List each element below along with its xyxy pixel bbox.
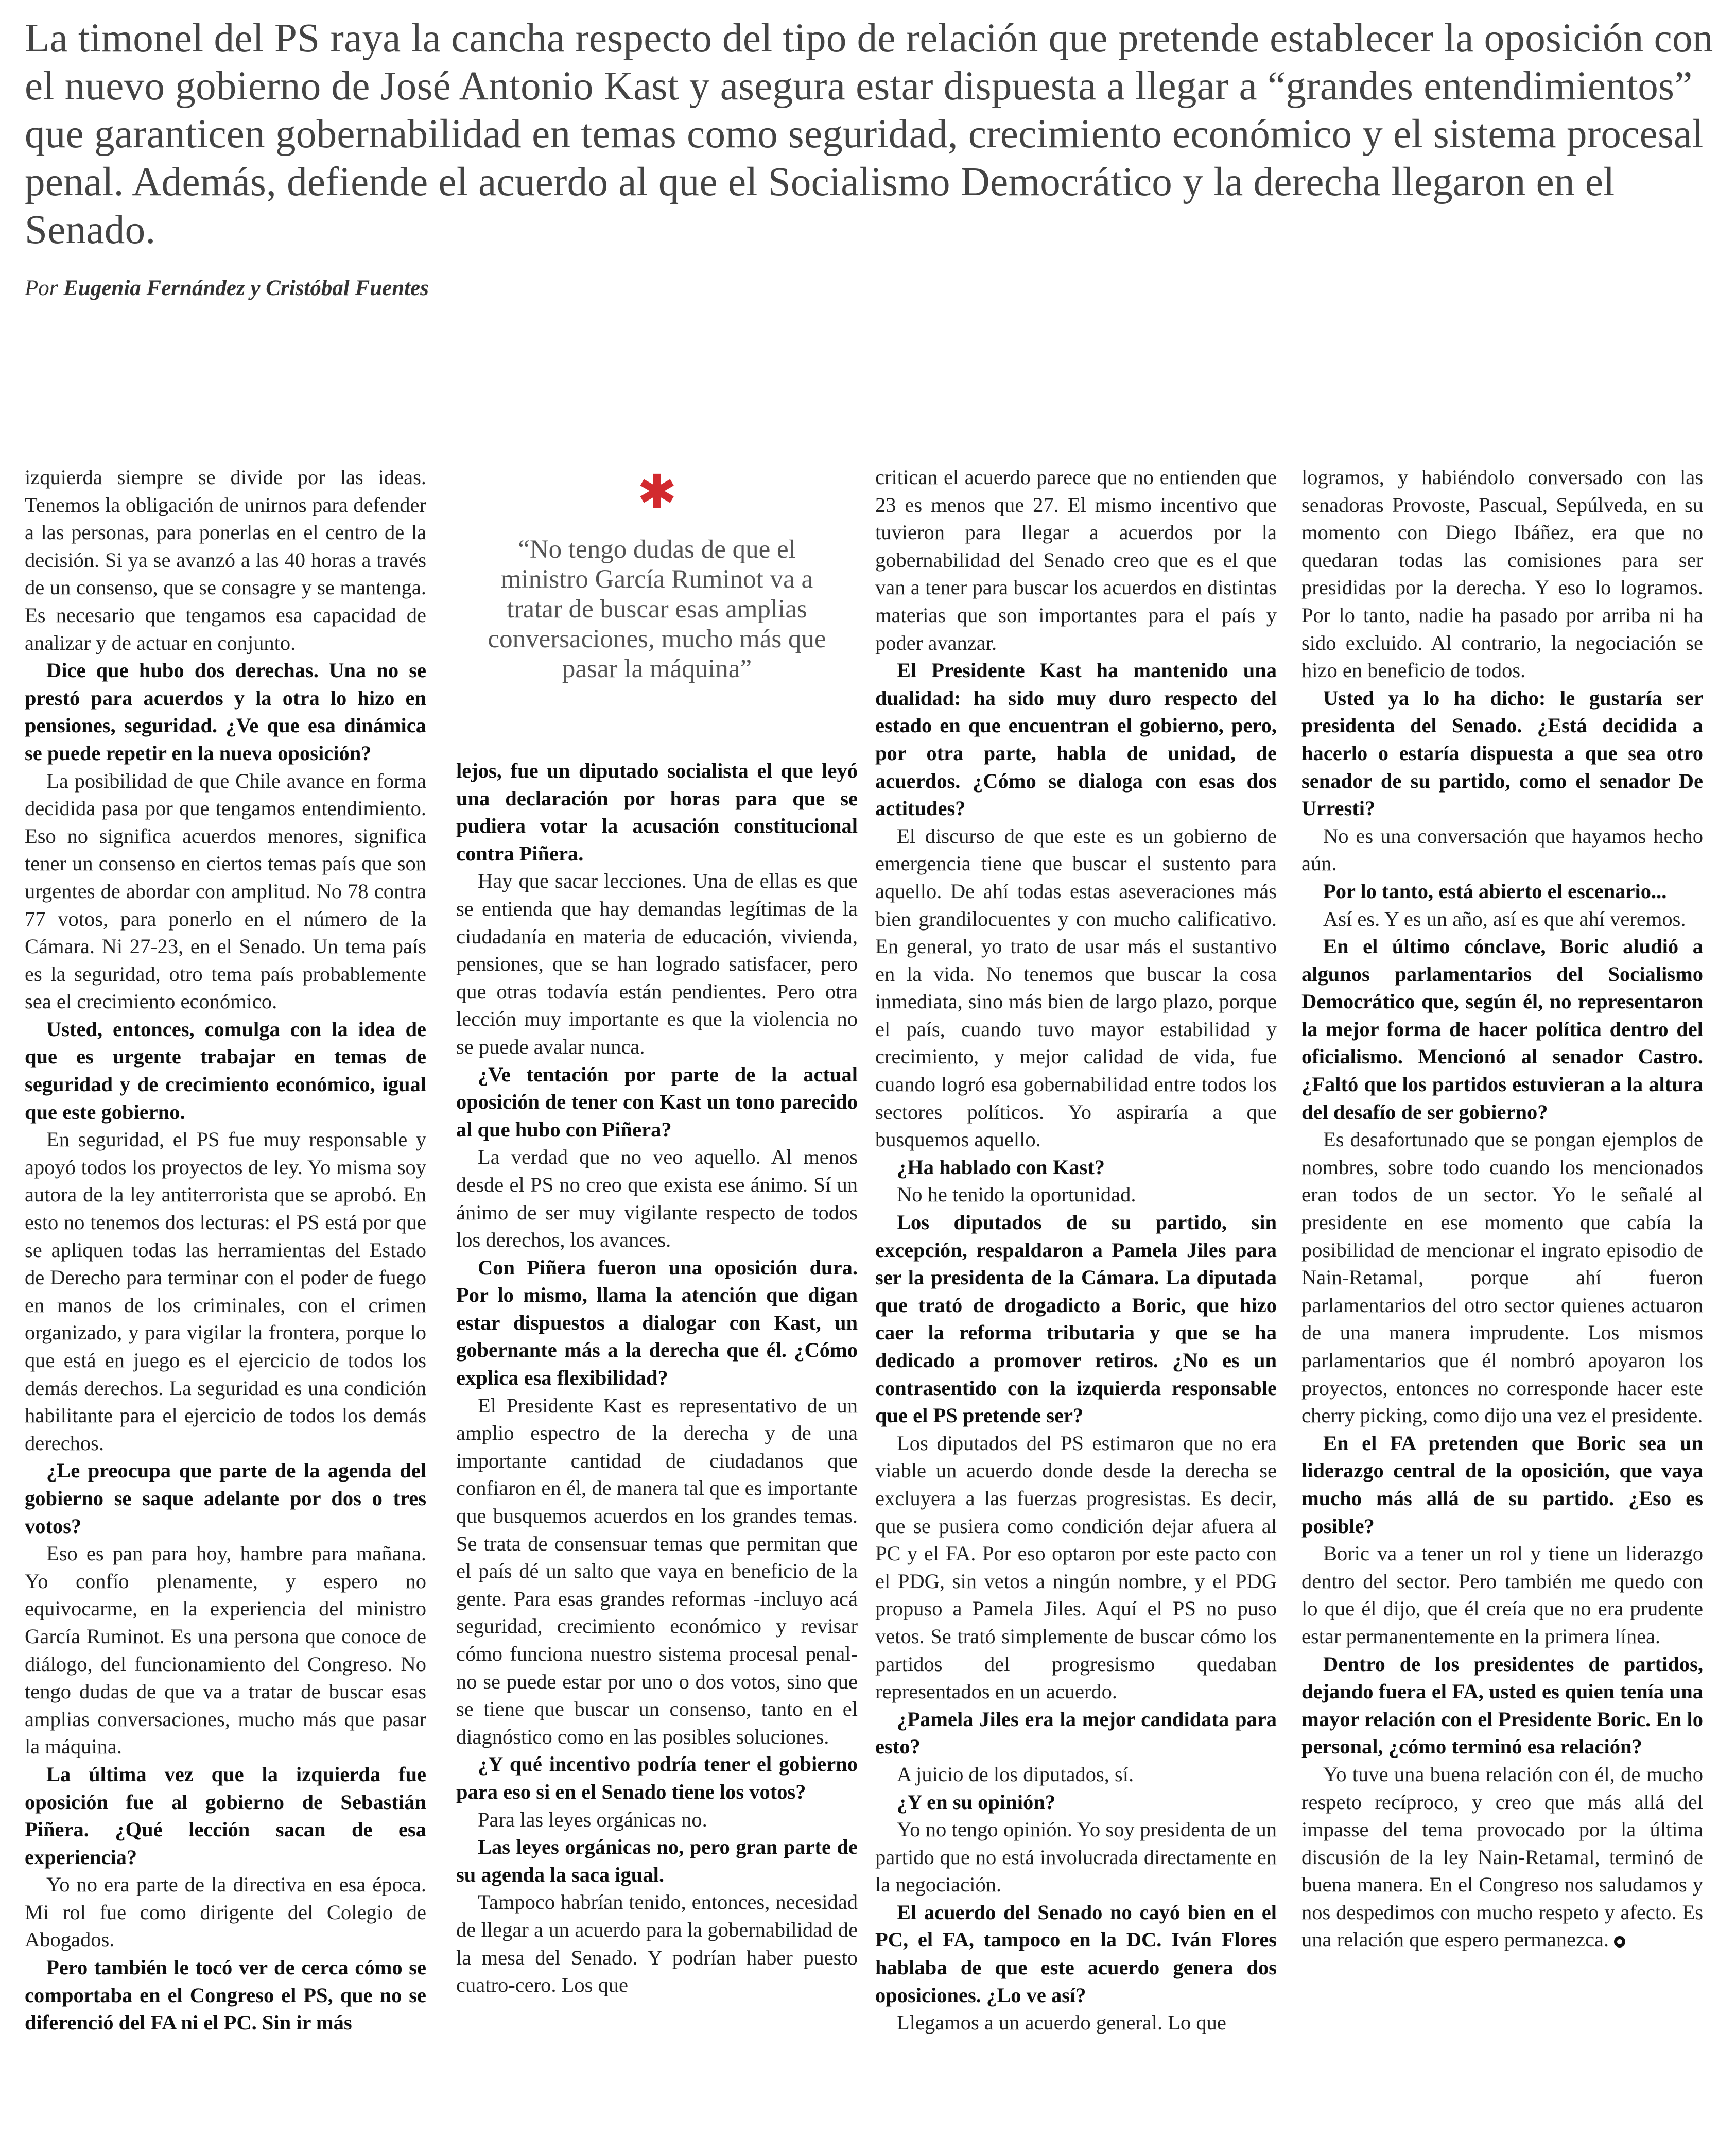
question-paragraph: En el último cónclave, Boric aludió a algunos parlamentarios del Socialismo Democrático que, según él, no representaron la mejor forma de hacer política dentro del oficialismo. Mencionó al senador Castro. ¿Faltó que los partidos estuvieran a la altura del desafío de ser gobierno? (1301, 935, 1703, 1124)
question-paragraph: ¿Y qué incentivo podría tener el gobierno para eso si en el Senado tiene los votos? (456, 1752, 858, 1803)
answer-paragraph: Así es. Y es un año, así es que ahí veremos. (1323, 907, 1686, 931)
question-paragraph: Con Piñera fueron una oposición dura. Por lo mismo, llama la atención que digan estar dispuestos a dialogar con Kast, un gobernante más a la derecha que él. ¿Cómo explica esa flexibilidad? (456, 1255, 858, 1390)
answer-paragraph: A juicio de los diputados, sí. (897, 1762, 1134, 1786)
answer-paragraph: izquierda siempre se divide por las ideas. Tenemos la obligación de unirnos para defender a las personas, para ponerlas en el centro de la decisión. Si ya se avanzó a las 40 horas a través de un consenso, que se consagre y se mantenga. Es necesario que tengamos esa capacidad de analizar y de actuar en conjunto. (25, 466, 426, 654)
question-paragraph: ¿Le preocupa que parte de la agenda del gobierno se saque adelante por dos o tres votos? (25, 1459, 426, 1538)
answer-paragraph: La verdad que no veo aquello. Al menos desde el PS no creo que exista ese ánimo. Sí un ánimo de ser muy vigilante respecto de todos los derechos, los avances. (456, 1145, 858, 1252)
question-paragraph: El acuerdo del Senado no cayó bien en el PC, el FA, tampoco en la DC. Iván Flores hablaba de que este acuerdo genera dos oposiciones. ¿Lo ve así? (875, 1900, 1277, 2007)
byline (25, 275, 429, 301)
answer-paragraph: Tampoco habrían tenido, entonces, necesidad de llegar a un acuerdo para la gobernabilidad de la mesa del Senado. Y podrían haber puesto cuatro-cero. Los que (456, 1890, 858, 1997)
answer-paragraph: Eso es pan para hoy, hambre para mañana. Yo confío plenamente, y espero no equivocarme, en la experiencia del ministro García Ruminot. Es una persona que conoce de diálogo, del funcionamiento del Congreso. No tengo dudas de que va a tratar de buscar esas amplias conversaciones, mucho más que pasar la máquina. (25, 1542, 426, 1759)
question-paragraph: El Presidente Kast ha mantenido una dualidad: ha sido muy duro respecto del estado en que encuentran el gobierno, pero, por otra parte, habla de unidad, de acuerdos. ¿Cómo se dialoga con esas dos actitudes? (875, 659, 1277, 820)
answer-paragraph: logramos, y habiéndolo conversado con las senadoras Provoste, Pascual, Sepúlveda, en su momento con Diego Ibáñez, era que no quedaran todas las comisiones para ser presididas por la derecha. Y eso lo logramos. Por lo tanto, nadie ha pasado por arriba ni ha sido excluido. Al contrario, la negociación se hizo en beneficio de todos. (1301, 466, 1703, 682)
column-1 (25, 463, 426, 2111)
answer-paragraph: Los diputados del PS estimaron que no era viable un acuerdo donde desde la derecha se excluyera a las fuerzas progresistas. Es decir, que se pusiera como condición dejar afuera al PC y el FA. Por eso optaron por este pacto con el PDG, sin vetos a ningún nombre, y el PDG propuso a Pamela Jiles. Aquí el PS no puso vetos. Se trató simplemente de buscar cómo los partidos del progresismo quedaban representados en un acuerdo. (875, 1431, 1277, 1703)
answer-paragraph: Llegamos a un acuerdo general. Lo que (897, 2011, 1226, 2035)
answer-paragraph: El discurso de que este es un gobierno de emergencia tiene que buscar el sustento para aquello. De ahí todas estas aseveraciones más bien grandilocuentes y con mucho calificativo. En general, yo trato de usar más el sustantivo en la vida. No tenemos que buscar la cosa inmediata, sino más bien de largo plazo, porque el país, cuando tuvo mayor estabilidad y crecimiento, y mejor calidad de vida, fue cuando logró esa gobernabilidad entre todos los sectores políticos. Yo aspiraría a que busquemos aquello. (875, 824, 1277, 1151)
answer-paragraph: Yo tuve una buena relación con él, de mucho respeto recíproco, y creo que más allá del impasse del tema provocado por la última discusión de la ley Nain-Retamal, terminó de buena manera. En el Congreso nos saludamos y nos despedimos con mucho respeto y afecto. Es una relación que espero permanezca. (1301, 1762, 1703, 1952)
column-2 (456, 463, 858, 2111)
answer-paragraph: En seguridad, el PS fue muy responsable y apoyó todos los proyectos de ley. Yo misma soy autora de la ley antiterrorista que se aprobó. En esto no tenemos dos lecturas: el PS está por que se apliquen todas las herramientas del Estado de Derecho para terminar con el poder de fuego en manos de los criminales, con el crimen organizado, y para vigilar la frontera, porque lo que está en juego es el ejercicio de todos los demás derechos. La seguridad es una condición habilitante para el ejercicio de todos los demás derechos. (25, 1128, 426, 1455)
column-4 (1301, 463, 1703, 2111)
question-paragraph: ¿Pamela Jiles era la mejor candidata para esto? (875, 1707, 1277, 1759)
question-paragraph: Dice que hubo dos derechas. Una no se prestó para acuerdos y la otra lo hizo en pensiones, seguridad. ¿Ve que esa dinámica se puede repetir en la nueva oposición? (25, 659, 426, 765)
byline-authors: Eugenia Fernández y Cristóbal Fuentes (63, 276, 429, 300)
answer-paragraph: Boric va a tener un rol y tiene un liderazgo dentro del sector. Pero también me quedo con lo que él dijo, que él creía que no era prudente estar permanentemente en la primera línea. (1301, 1542, 1703, 1648)
answer-paragraph: No es una conversación que hayamos hecho aún. (1301, 824, 1703, 875)
question-paragraph: Las leyes orgánicas no, pero gran parte de su agenda la saca igual. (456, 1835, 858, 1886)
question-paragraph: Dentro de los presidentes de partidos, dejando fuera el FA, usted es quien tenía una mayor relación con el Presidente Boric. En lo personal, ¿cómo terminó esa relación? (1301, 1652, 1703, 1759)
answer-paragraph: La posibilidad de que Chile avance en forma decidida pasa por que tengamos entendimiento. Eso no significa acuerdos menores, significa tener un consenso en ciertos temas país que son urgentes de abordar con amplitud. No 78 contra 77 votos, para ponerlo en el número de la Cámara. Ni 27-23, en el Senado. Un tema país es la seguridad, otro tema país probablemente sea el crecimiento económico. (25, 769, 426, 1013)
pull-quote-text: “No tengo dudas de que el ministro García Ruminot va a tratar de buscar esas amplias conversaciones, mucho más que pasar la máquina” (488, 535, 826, 683)
pull-quote (456, 463, 858, 757)
column-3 (875, 463, 1277, 2111)
answer-paragraph: El Presidente Kast es representativo de un amplio espectro de la derecha y de una importante cantidad de ciudadanos que confiaron en él, de manera tal que es importante que busquemos acuerdos en los grandes temas. Se trata de consensuar temas que permitan que el país dé un salto que vaya en beneficio de la gente. Para esas grandes reformas -incluyo acá seguridad, crecimiento económico y revisar cómo funciona nuestro sistema procesal penal- no se puede estar por uno o dos votos, sino que se tiene que buscar un consenso, tanto en el diagnóstico como en las posibles soluciones. (456, 1393, 858, 1748)
answer-paragraph: Yo no era parte de la directiva en esa época. Mi rol fue como dirigente del Colegio de Abogados. (25, 1873, 426, 1952)
column-2-body (456, 757, 858, 1999)
question-paragraph: La última vez que la izquierda fue oposición fue al gobierno de Sebastián Piñera. ¿Qué lección sacan de esa experiencia? (25, 1762, 426, 1869)
question-paragraph: lejos, fue un diputado socialista el que leyó una declaración por horas para que se pudiera votar la acusación constitucional contra Piñera. (456, 759, 858, 865)
question-paragraph: ¿Y en su opinión? (897, 1790, 1055, 1814)
answer-paragraph: critican el acuerdo parece que no entienden que 23 es menos que 27. El mismo incentivo que tuvieron para llegar a acuerdos por la gobernabilidad del Senado creo que es el que van a tener para buscar los acuerdos en distintas materias que son importantes para el país y poder avanzar. (875, 466, 1277, 654)
lead-paragraph: La timonel del PS raya la cancha respecto del tipo de relación que pretende establecer la oposición con el nuevo gobierno de José Antonio Kast y asegura estar dispuesta a llegar a “grandes entendimientos” que garanticen gobernabilidad en temas como seguridad, crecimiento económico y el sistema procesal penal. Además, defiende el acuerdo al que el Socialismo Democrático y la derecha llegaron en el Senado. (25, 16, 1713, 252)
answer-paragraph: Para las leyes orgánicas no. (478, 1807, 707, 1831)
question-paragraph: Pero también le tocó ver de cerca cómo se comportaba en el Congreso el PS, que no se diferenció del FA ni el PC. Sin ir más (25, 1956, 426, 2035)
question-paragraph: Usted ya lo ha dicho: le gustaría ser presidenta del Senado. ¿Está decidida a hacerlo o estaría dispuesta a que sea otro senador de su partido, como el senador De Urresti? (1301, 686, 1703, 820)
answer-paragraph: Es desafortunado que se pongan ejemplos de nombres, sobre todo cuando los mencionados eran todos de un sector. Yo le señalé al presidente en ese momento que cabía la posibilidad de mencionar el ingrato episodio de Nain-Retamal, porque ahí fueron parlamentarios del otro sector quienes actuaron de una manera imprudente. Los mismos parlamentarios que él nombró apoyaron los proyectos, entonces no corresponde hacer este cherry picking, como dijo una vez el presidente. (1301, 1128, 1703, 1427)
question-paragraph: En el FA pretenden que Boric sea un liderazgo central de la oposición, que vaya mucho más allá de su partido. ¿Eso es posible? (1301, 1431, 1703, 1538)
question-paragraph: Usted, entonces, comulga con la idea de que es urgente trabajar en temas de seguridad y de crecimiento económico, igual que este gobierno. (25, 1017, 426, 1124)
asterisk-icon: ✱ (637, 464, 677, 520)
question-paragraph: Los diputados de su partido, sin excepción, respaldaron a Pamela Jiles para ser la presidenta de la Cámara. La diputada que trató de drogadicto a Boric, que hizo caer la reforma tributaria y que se ha dedicado a promover retiros. ¿No es un contrasentido con la izquierda responsable que el PS pretende ser? (875, 1211, 1277, 1427)
answer-paragraph: Hay que sacar lecciones. Una de ellas es que se entienda que hay demandas legítimas de la ciudadanía en materia de educación, vivienda, pensiones, que se han logrado satisfacer, pero que otras todavía están pendientes. Pero otra lección muy importante es que la violencia no se puede avalar nunca. (456, 869, 858, 1058)
answer-paragraph: Yo no tengo opinión. Yo soy presidenta de un partido que no está involucrada directamente en la negociación. (875, 1818, 1277, 1897)
question-paragraph: ¿Ha hablado con Kast? (897, 1155, 1105, 1179)
answer-paragraph: No he tenido la oportunidad. (897, 1183, 1136, 1207)
question-paragraph: Por lo tanto, está abierto el escenario... (1323, 879, 1667, 903)
question-paragraph: ¿Ve tentación por parte de la actual oposición de tener con Kast un tono parecido al que hubo con Piñera? (456, 1062, 858, 1141)
end-mark-icon (1614, 1936, 1625, 1948)
byline-prefix: Por (25, 276, 58, 300)
